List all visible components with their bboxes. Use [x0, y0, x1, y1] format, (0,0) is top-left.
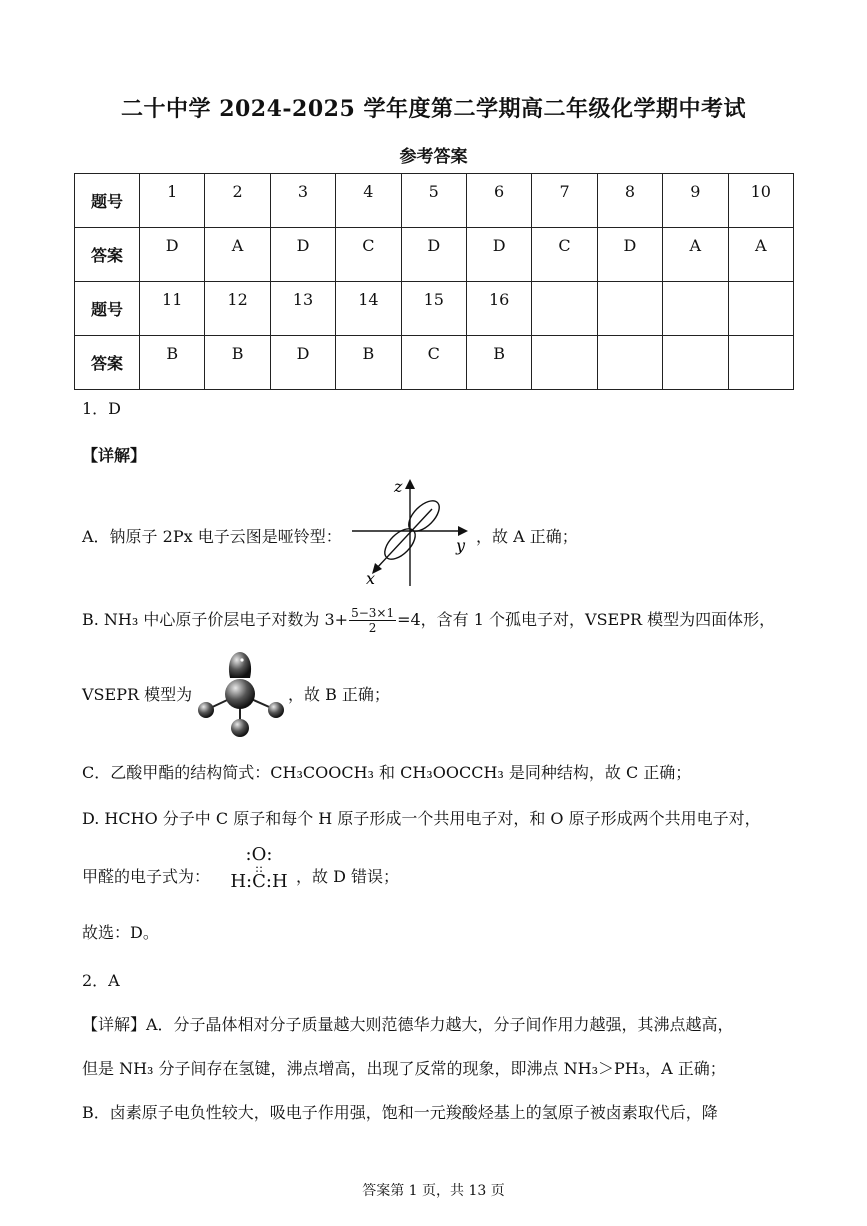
table-cell: [663, 282, 728, 336]
table-cell: 8: [597, 174, 662, 228]
orbital-2px-figure: [352, 474, 472, 586]
table-cell: A: [728, 228, 793, 282]
table-cell: [728, 282, 793, 336]
question-1-heading: 1．D: [82, 399, 122, 418]
table-cell: [663, 336, 728, 390]
table-cell: B: [205, 336, 270, 390]
fraction: [349, 606, 396, 635]
question-2-line-3: B．卤素原子电负性较大，吸电子作用强，饱和一元羧酸烃基上的氢原子被卤素取代后，降: [82, 1103, 718, 1122]
table-cell: 7: [532, 174, 597, 228]
table-cell: [597, 336, 662, 390]
table-cell: [532, 336, 597, 390]
formula-carbon-hydrogen: H:C:H: [230, 871, 288, 892]
table-cell: 1: [140, 174, 205, 228]
formula-double-bond: ::: [254, 861, 264, 875]
table-cell: 12: [205, 282, 270, 336]
option-b-text: [82, 606, 775, 635]
table-row: [75, 282, 794, 336]
fraction-denominator: 2: [368, 621, 377, 635]
table-row: [75, 174, 794, 228]
table-row: [75, 336, 794, 390]
table-cell: B: [336, 336, 401, 390]
table-cell: D: [466, 228, 531, 282]
table-cell: 4: [336, 174, 401, 228]
formaldehyde-text-pre: 甲醛的电子式为：: [82, 867, 211, 886]
question-2-line-2: 但是 NH₃ 分子间存在氢键，沸点增高，出现了反常的现象，即沸点 NH₃＞PH₃，A 正确；: [82, 1059, 726, 1078]
table-cell: A: [663, 228, 728, 282]
table-cell: 16: [466, 282, 531, 336]
table-cell: B: [140, 336, 205, 390]
table-cell: 2: [205, 174, 270, 228]
table-cell: 9: [663, 174, 728, 228]
question-2-heading: 2．A: [82, 971, 120, 990]
fraction-numerator: 5−3×1: [351, 606, 395, 620]
table-cell: D: [270, 228, 335, 282]
formaldehyde-electron-formula: [222, 846, 296, 890]
table-row: [75, 228, 794, 282]
answer-table: [74, 173, 794, 390]
table-cell: 11: [140, 282, 205, 336]
table-cell: B: [466, 336, 531, 390]
table-cell: [597, 282, 662, 336]
table-cell: 13: [270, 282, 335, 336]
page-title: 二十中学 2024-2025 学年度第二学期高二年级化学期中考试: [121, 96, 746, 122]
vsepr-tetrahedral-model: [190, 648, 290, 740]
row-label-question: 题号: [75, 174, 140, 228]
question-2-line-1: 【详解】A．分子晶体相对分子质量越大则范德华力越大，分子间作用力越强，其沸点越高，: [82, 1015, 734, 1034]
table-cell: [728, 336, 793, 390]
option-a-text-pre: A．钠原子 2Px 电子云图是哑铃型：: [82, 527, 342, 546]
page-subtitle: 参考答案: [399, 147, 468, 167]
table-cell: 15: [401, 282, 466, 336]
table-cell: 3: [270, 174, 335, 228]
conclusion-text: 故选：D。: [82, 923, 159, 942]
table-cell: 6: [466, 174, 531, 228]
option-b-text-pre: B. NH₃ 中心原子价层电子对数为 3+: [82, 610, 349, 629]
option-b-text-post: =4，含有 1 个孤电子对，VSEPR 模型为四面体形，: [397, 610, 776, 629]
row-label-answer: 答案: [75, 336, 140, 390]
axis-x-label: x: [366, 569, 376, 586]
table-cell: C: [532, 228, 597, 282]
detail-label: 【详解】: [82, 446, 147, 465]
vsepr-text-post: ，故 B 正确；: [288, 685, 390, 704]
axis-z-label: z: [394, 477, 403, 496]
table-cell: C: [336, 228, 401, 282]
table-cell: D: [401, 228, 466, 282]
table-cell: 14: [336, 282, 401, 336]
table-cell: C: [401, 336, 466, 390]
axis-y-label: y: [456, 536, 466, 555]
option-a-text-post: ，故 A 正确；: [476, 527, 578, 546]
page-footer: 答案第 1 页，共 13 页: [362, 1183, 505, 1199]
row-label-answer: 答案: [75, 228, 140, 282]
table-cell: [532, 282, 597, 336]
option-d-text: D. HCHO 分子中 C 原子和每个 H 原子形成一个共用电子对，和 O 原子形成两个共用电子对，: [82, 809, 761, 828]
table-cell: D: [270, 336, 335, 390]
row-label-question: 题号: [75, 282, 140, 336]
formula-oxygen: :O:: [245, 844, 273, 865]
option-c-text: C．乙酸甲酯的结构简式：CH₃COOCH₃ 和 CH₃OOCCH₃ 是同种结构，故 C 正确；: [82, 763, 692, 782]
table-cell: 10: [728, 174, 793, 228]
table-cell: D: [597, 228, 662, 282]
table-cell: A: [205, 228, 270, 282]
table-cell: 5: [401, 174, 466, 228]
table-cell: D: [140, 228, 205, 282]
formaldehyde-text-post: ，故 D 错误；: [296, 867, 400, 886]
vsepr-text-pre: VSEPR 模型为: [82, 685, 193, 704]
